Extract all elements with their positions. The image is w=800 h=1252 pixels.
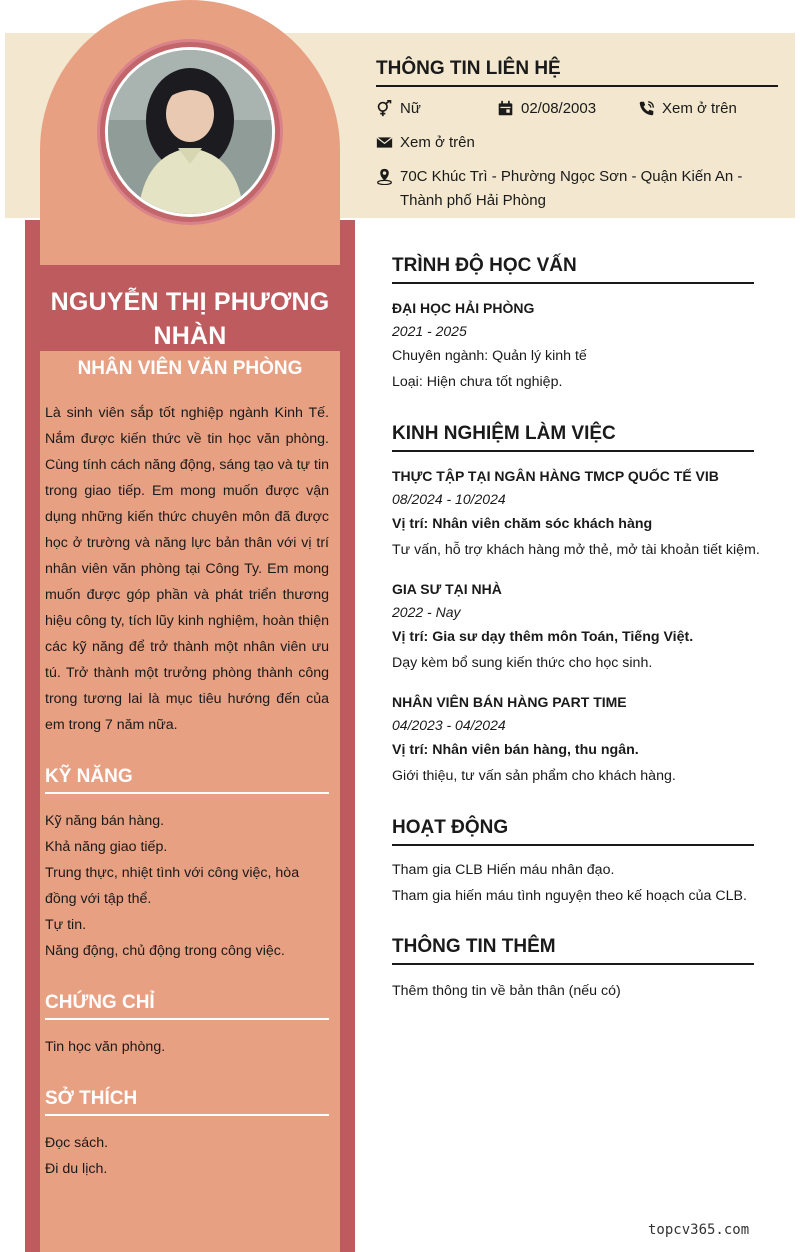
contact-gender (376, 97, 421, 121)
additional-section-title: THÔNG TIN THÊM (392, 936, 754, 965)
experience-entry (392, 691, 762, 789)
gender-icon (376, 100, 393, 117)
experience-position: Vị trí: Nhân viên chăm sóc khách hàng (392, 516, 653, 532)
list-item: Tham gia CLB Hiến máu nhân đạo. (392, 862, 615, 878)
email-value: Xem ở trên (400, 134, 475, 151)
contact-email (376, 131, 475, 155)
experience-description: Tư vấn, hỗ trợ khách hàng mở thẻ, mở tài khoản tiết kiệm. (392, 542, 760, 558)
candidate-name: NGUYỄN THỊ PHƯƠNG NHÀN (50, 288, 330, 350)
experience-period: 04/2023 - 04/2024 (392, 717, 506, 733)
certificates-section-title: CHỨNG CHỈ (45, 992, 329, 1020)
list-item: Trung thực, nhiệt tình với công việc, hòa đồng với tập thể. (45, 865, 300, 907)
education-period: 2021 - 2025 (392, 323, 467, 339)
education-major: Chuyên ngành: Quản lý kinh tế (392, 348, 587, 364)
contact-section-title: THÔNG TIN LIÊN HỆ (376, 58, 778, 87)
gender-value: Nữ (400, 100, 421, 117)
address-value: 70C Khúc Trì - Phường Ngọc Sơn - Quận Kiến An - Thành phố Hải Phòng (400, 168, 743, 209)
activities-list (392, 857, 762, 909)
hobbies-list (45, 1130, 329, 1182)
list-item: Đi du lịch. (45, 1161, 108, 1177)
education-classification: Loại: Hiện chưa tốt nghiệp. (392, 374, 563, 390)
experience-description: Dạy kèm bổ sung kiến thức cho học sinh. (392, 655, 653, 671)
experience-period: 08/2024 - 10/2024 (392, 491, 506, 507)
experience-period: 2022 - Nay (392, 604, 461, 620)
contact-phone (638, 97, 737, 121)
location-icon (376, 168, 393, 185)
activities-section-title: HOẠT ĐỘNG (392, 817, 754, 846)
phone-icon (638, 100, 655, 117)
education-section-title: TRÌNH ĐỘ HỌC VẤN (392, 255, 754, 284)
hobbies-section-title: SỞ THÍCH (45, 1088, 329, 1116)
experience-entry (392, 465, 762, 563)
experience-org: GIA SƯ TẠI NHÀ (392, 581, 502, 597)
experience-position: Vị trí: Gia sư dạy thêm môn Toán, Tiếng Việt. (392, 629, 694, 645)
certificates-list (45, 1034, 329, 1060)
list-item: Tin học văn phòng. (45, 1039, 166, 1055)
school-name: ĐẠI HỌC HẢI PHÒNG (392, 300, 535, 316)
calendar-icon (497, 100, 514, 117)
birthday-value: 02/08/2003 (521, 100, 597, 117)
additional-info (392, 978, 762, 1004)
additional-text: Thêm thông tin về bản thân (nếu có) (392, 983, 621, 999)
list-item: Khả năng giao tiếp. (45, 839, 168, 855)
list-item: Kỹ năng bán hàng. (45, 813, 165, 829)
list-item: Năng động, chủ động trong công việc. (45, 943, 285, 959)
phone-value: Xem ở trên (662, 100, 737, 117)
list-item: Đọc sách. (45, 1135, 109, 1151)
experience-description: Giới thiệu, tư vấn sản phẩm cho khách hàng. (392, 768, 676, 784)
list-item: Tự tin. (45, 917, 87, 933)
avatar (105, 47, 275, 217)
education-entry (392, 297, 762, 395)
experience-org: NHÂN VIÊN BÁN HÀNG PART TIME (392, 694, 627, 710)
skills-list (45, 808, 329, 964)
footer-watermark: topcv365.com (648, 1222, 750, 1238)
job-title: NHÂN VIÊN VĂN PHÒNG (77, 358, 303, 379)
experience-position: Vị trí: Nhân viên bán hàng, thu ngân. (392, 742, 639, 758)
experience-section-title: KINH NGHIỆM LÀM VIỆC (392, 423, 754, 452)
email-icon (376, 134, 393, 151)
experience-org: THỰC TẬP TẠI NGÂN HÀNG TMCP QUỐC TẾ VIB (392, 468, 719, 484)
experience-entry (392, 578, 762, 676)
contact-address (376, 165, 766, 213)
contact-birthday (497, 97, 596, 121)
list-item: Tham gia hiến máu tình nguyện theo kế hoạch của CLB. (392, 888, 747, 904)
career-summary: Là sinh viên sắp tốt nghiệp ngành Kinh Tế. Nắm được kiến thức về tin học văn phòng. Cùng tính cách năng động, sáng tạo và tự tin trong giao tiếp. Em mong muốn được vận dụng những kiến thức chuyên môn đã được học ở trường và năng lực bản thân với vị trí nhân viên văn phòng tại Công Ty. Em mong muốn được góp phần và phát triển thương hiệu công ty, tích lũy kinh nghiệm, hoàn thiện các kỹ năng để trở thành một nhân viên ưu tú. Trở thành một trưởng phòng thành công trong tương lai là mục tiêu hướng đến của em trong 7 năm nữa. (45, 405, 329, 733)
skills-section-title: KỸ NĂNG (45, 766, 329, 794)
